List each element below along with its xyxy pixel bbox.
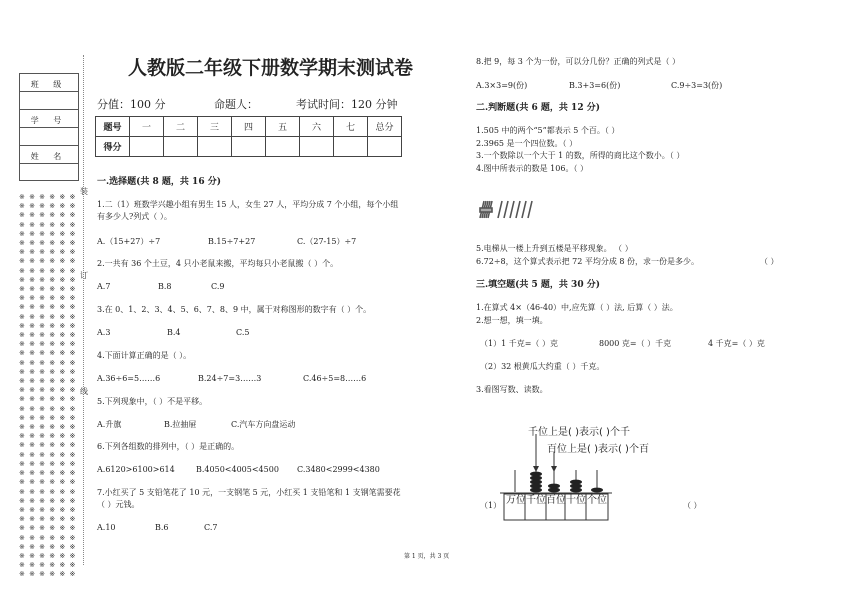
table-cell: 题号 [96, 117, 130, 137]
option: A.（15+27）÷7 [97, 237, 161, 246]
abacus-image [500, 432, 612, 522]
table-cell: 五 [266, 117, 300, 137]
question-text: 有多少人?列式（ ）。 [97, 212, 172, 221]
question-text: 7.小红买了 5 支铅笔花了 10 元，一支钢笔 5 元，小红买 1 支铅笔和 1 支钢笔需要花 [97, 488, 401, 497]
place-label: 千位 [526, 495, 546, 506]
counting-sticks-image [476, 198, 534, 220]
question-text: 8.把 9，每 3 个为一份，可以分几份？正确的列式是（ ） [476, 57, 680, 66]
question-text: （ ）元钱。 [97, 500, 140, 509]
page-footer: 第 1 页，共 3 页 [404, 553, 450, 560]
place-label: 百位 [546, 495, 566, 506]
binding-line [83, 55, 84, 565]
answer-paren: （ ） [760, 257, 779, 266]
option: B.4 [167, 328, 181, 337]
abacus-label-thousands: 千位上是( )表示( )个千 [528, 427, 630, 438]
section-heading: 一.选择题(共 8 题，共 16 分) [97, 177, 221, 187]
abacus-number: （1） [480, 501, 502, 510]
fill-item: 1.在算式 4×（46-40）中,应先算（ ）法, 后算（ ）法。 [476, 303, 678, 312]
student-id-label: 学 号 [30, 116, 68, 125]
judge-item: 3.一个数除以一个大于 1 的数，所得的商比这个数小。（ ） [476, 151, 685, 160]
abacus-label-hundreds: 百位上是( )表示( )个百 [547, 444, 649, 455]
binding-char: 订 [80, 271, 88, 280]
table-cell: 六 [300, 117, 334, 137]
judge-item: 4.图中所表示的数是 106。（ ） [476, 164, 588, 173]
score-blank[interactable] [198, 137, 232, 157]
section-heading: 三.填空题(共 5 题，共 30 分) [476, 280, 600, 290]
option: B.15÷7+27 [208, 237, 256, 246]
fill-item: （2）32 根黄瓜大约重（ ）千克。 [480, 362, 605, 371]
option: B.3+3=6(份) [569, 81, 621, 90]
table-cell: 得分 [96, 137, 130, 157]
info-divider [20, 91, 78, 92]
fill-item: 2.想一想，填一填。 [476, 316, 548, 325]
question-text: 6.下列各组数的排列中，（ ）是正确的。 [97, 442, 240, 451]
option: A.36÷6=5……6 [97, 374, 161, 383]
info-divider [20, 127, 78, 128]
option: A.升旗 [97, 420, 122, 429]
option: C.（27-15）÷7 [297, 237, 357, 246]
question-text: 1.二（1）班数学兴趣小组有男生 15 人，女生 27 人，平均分成 7 个小组，每个小组 [97, 200, 399, 209]
score-blank[interactable] [232, 137, 266, 157]
score-blank[interactable] [164, 137, 198, 157]
score-blank[interactable] [300, 137, 334, 157]
answer-paren: （ ） [683, 501, 702, 510]
option: A.7 [97, 282, 111, 291]
option: B.6 [155, 523, 169, 532]
option: B.拉抽屉 [164, 420, 197, 429]
fill-item: 3.看图写数、读数。 [476, 385, 548, 394]
table-cell: 总分 [368, 117, 402, 137]
option: B.24÷7=3……3 [198, 374, 262, 383]
place-label: 个位 [587, 495, 607, 506]
question-text: 5.下列现象中，（ ）不是平移。 [97, 397, 208, 406]
author-label: 命题人： [214, 98, 258, 111]
option: C.汽车方向盘运动 [231, 420, 296, 429]
total-score: 分值：100 分 [97, 98, 166, 111]
place-label: 万位 [506, 495, 526, 506]
binding-dotted-strip: ※ ※ ※ ※ ※ ※ ※ ※ ※ ※ ※ ※ ※ ※ ※ ※ ※ ※ ※ ※ ※ ※ ※ ※ ※ ※ ※ ※ ※ ※ ※ ※ ※ ※ ※ ※ ※ ※ ※ ※ ※ ※ ※ ※ ※ ※ ※ ※ ※ ※ ※ ※ ※ ※ ※ ※ ※ ※ ※ ※ ※ ※ ※ ※ ※ ※ ※ ※ ※ ※ ※ ※ ※ ※ ※ ※ ※ ※ ※ ※ ※ ※ ※ ※ ※ ※ ※ ※ ※ ※ ※ ※ ※ ※ ※ ※ ※ ※ ※ ※ ※ ※ ※ ※ ※ ※ ※ ※ ※ ※ ※ ※ ※ ※ ※ ※ ※ ※ ※ ※ ※ ※ ※ ※ ※ ※ ※ ※ ※ ※ ※ ※ ※ ※ ※ ※ ※ ※ ※ ※ ※ ※ ※ ※ ※ ※ ※ ※ ※ ※ ※ ※ ※ ※ ※ ※ ※ ※ ※ ※ ※ ※ ※ ※ ※ ※ ※ ※ ※ ※ ※ ※ ※ ※ ※ ※ ※ ※ ※ ※ ※ ※ ※ ※ ※ ※ ※ ※ ※ ※ ※ ※ ※ ※ ※ ※ ※ ※ ※ ※ ※ ※ ※ ※ ※ ※ ※ ※ ※ ※ ※ ※ ※ ※ ※ ※ ※ ※ ※ ※ ※ ※ ※ ※ ※ ※ ※ ※ ※ ※ ※ ※ ※ ※ ※ ※ ※ ※ ※ ※ ※ ※ ※ ※ ※ ※ ※ ※ ※ ※ ※ ※ [19, 193, 77, 579]
question-text: 3.在 0、1、2、3、4、5、6、7、8、9 中，属于对称图形的数字有（ ）个。 [97, 305, 372, 314]
option: A.6120>6100>614 [97, 465, 175, 474]
name-label: 姓 名 [30, 152, 68, 161]
fill-item: （1）1 千克=（ ）克 [480, 339, 558, 348]
option: B.4050<4005<4500 [196, 465, 279, 474]
table-cell: 一 [130, 117, 164, 137]
option: C.7 [204, 523, 218, 532]
option: A.10 [97, 523, 116, 532]
option: C.5 [236, 328, 250, 337]
option: C.9÷3=3(份) [671, 81, 723, 90]
option: C.9 [211, 282, 225, 291]
option: C.3480<2999<4380 [297, 465, 380, 474]
judge-item: 2.3965 是一个四位数。（ ） [476, 139, 578, 148]
exam-time: 考试时间：120 分钟 [296, 98, 398, 111]
binding-char: 线 [80, 387, 88, 396]
judge-item: 1.505 中的两个“5”都表示 5 个百。（ ） [476, 126, 620, 135]
table-cell: 四 [232, 117, 266, 137]
exam-title: 人教版二年级下册数学期末测试卷 [128, 57, 414, 79]
info-divider [20, 163, 78, 164]
place-label: 十位 [566, 495, 586, 506]
score-blank[interactable] [130, 137, 164, 157]
question-text: 2.一共有 36 个土豆，4 只小老鼠来搬，平均每只小老鼠搬（ ）个。 [97, 259, 339, 268]
table-cell: 七 [334, 117, 368, 137]
student-info-box [19, 73, 79, 181]
score-table [95, 116, 402, 157]
option: A.3 [97, 328, 111, 337]
option: A.3×3=9(份) [476, 81, 528, 90]
score-table-score-row [96, 137, 402, 157]
fill-item: 8000 克=（ ）千克 [599, 339, 672, 348]
info-divider [20, 145, 78, 146]
question-text: 4.下面计算正确的是（ ）。 [97, 351, 192, 360]
score-table-header-row [96, 117, 402, 137]
judge-item: 6.72÷8，这个算式表示把 72 平均分成 8 份，求一份是多少。 [476, 257, 700, 266]
table-cell: 二 [164, 117, 198, 137]
score-blank[interactable] [266, 137, 300, 157]
score-blank[interactable] [368, 137, 402, 157]
binding-char: 装 [80, 187, 88, 196]
score-blank[interactable] [334, 137, 368, 157]
table-cell: 三 [198, 117, 232, 137]
fill-item: 4 千克=（ ）克 [708, 339, 765, 348]
judge-item: 5.电梯从一楼上升到五楼是平移现象。 （ ） [476, 244, 633, 253]
option: B.8 [158, 282, 172, 291]
class-label: 班 级 [30, 80, 68, 89]
section-heading: 二.判断题(共 6 题，共 12 分) [476, 103, 600, 113]
info-divider [20, 109, 78, 110]
option: C.46÷5=8……6 [303, 374, 367, 383]
